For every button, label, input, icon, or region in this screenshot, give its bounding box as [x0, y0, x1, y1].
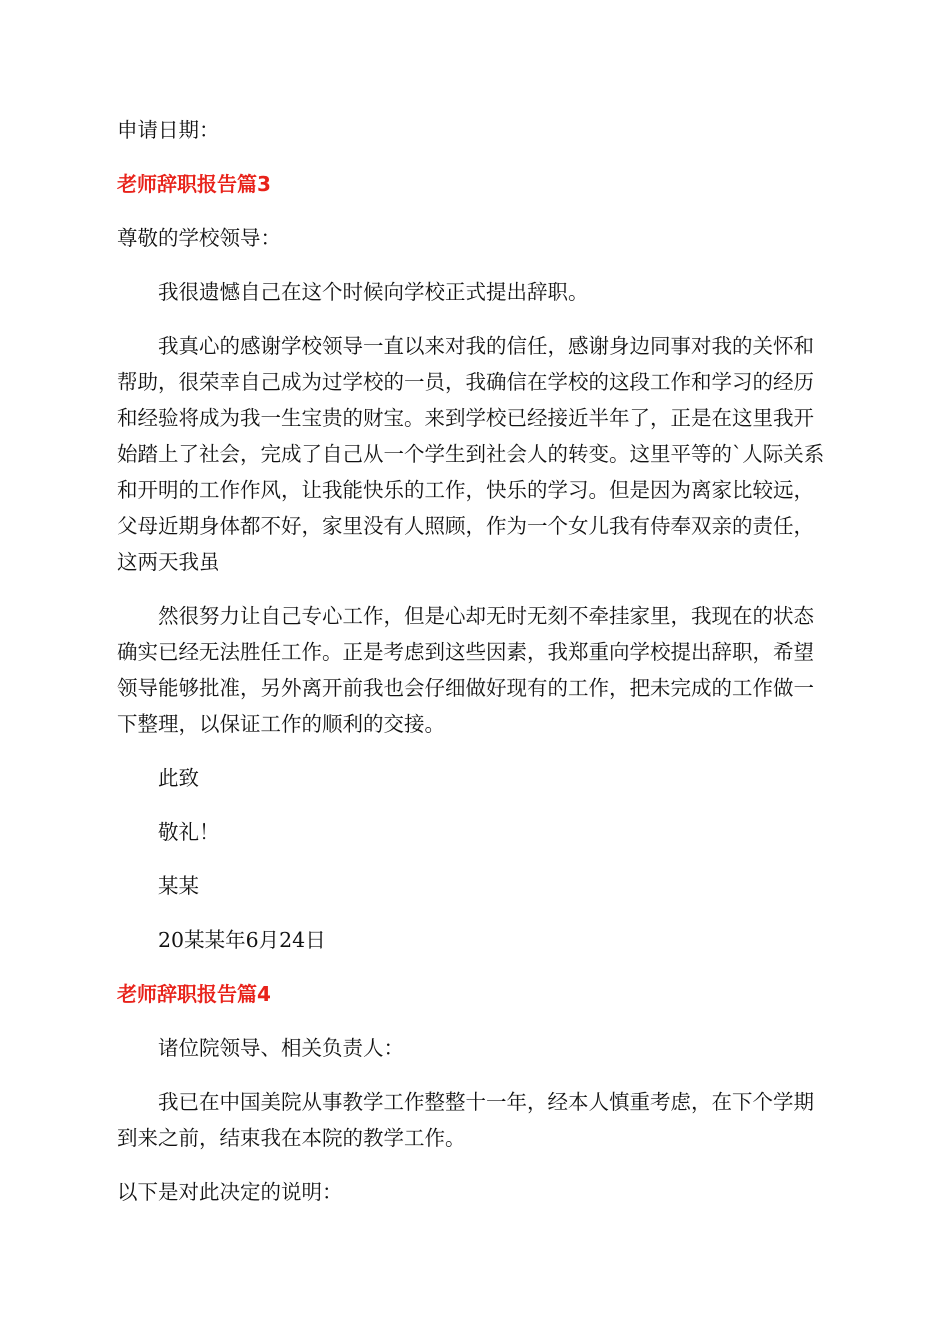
section-3-salutation: 尊敬的学校领导： — [117, 226, 281, 250]
section-4-salutation: 诸位院领导、相关负责人： — [158, 1036, 404, 1060]
section-4-paragraph-2: 以下是对此决定的说明： — [117, 1180, 343, 1204]
application-date-line: 申请日期： — [117, 118, 220, 142]
section-3-closing-1: 此致 — [158, 766, 199, 790]
section-4-paragraph-1: 我已在中国美院从事教学工作整整十一年，经本人慎重考虑，在下个学期到来之前，结束我在本院的教学工作。 — [117, 1090, 814, 1150]
section-3-paragraph-1: 我很遗憾自己在这个时候向学校正式提出辞职。 — [158, 280, 589, 304]
section-3-heading: 老师辞职报告篇3 — [117, 172, 271, 196]
section-3-date: 20某某年6月24日 — [158, 928, 326, 952]
document-body — [117, 112, 833, 1228]
section-3-signature: 某某 — [158, 874, 199, 898]
section-3-paragraph-2: 我真心的感谢学校领导一直以来对我的信任，感谢身边同事对我的关怀和帮助，很荣幸自己成为过学校的一员，我确信在学校的这段工作和学习的经历和经验将成为我一生宝贵的财宝。来到学校已经接近半年了，正是在这里我开始踏上了社会，完成了自己从一个学生到社会人的转变。这里平等的`人际关系和开明的工作作风，让我能快乐的工作，快乐的学习。但是因为离家比较远，父母近期身体都不好，家里没有人照顾，作为一个女儿我有侍奉双亲的责任，这两天我虽 — [117, 334, 825, 574]
section-3-closing-2: 敬礼！ — [158, 820, 220, 844]
section-4-heading: 老师辞职报告篇4 — [117, 982, 271, 1006]
section-3-paragraph-3: 然很努力让自己专心工作，但是心却无时无刻不牵挂家里，我现在的状态确实已经无法胜任工作。正是考虑到这些因素，我郑重向学校提出辞职，希望领导能够批准，另外离开前我也会仔细做好现有的工作，把未完成的工作做一下整理，以保证工作的顺利的交接。 — [117, 604, 814, 736]
